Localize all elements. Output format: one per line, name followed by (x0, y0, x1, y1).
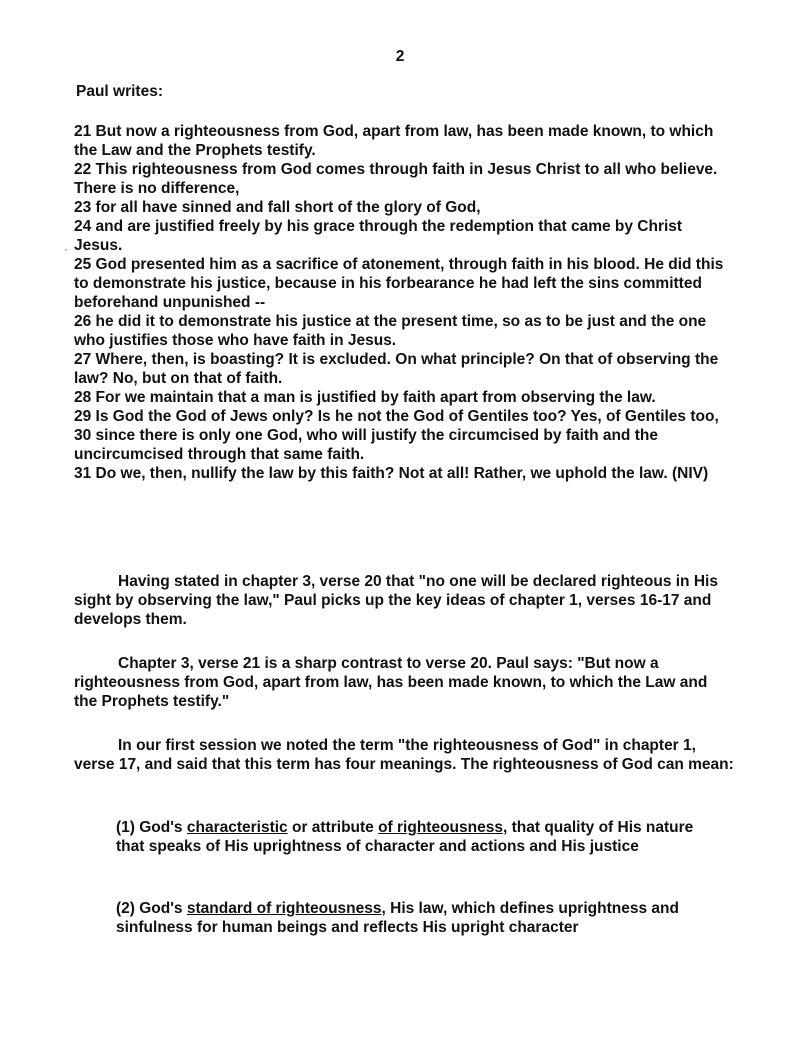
verse-31: 31 Do we, then, nullify the law by this faith? Not at all! Rather, we uphold the law. (NIV) (74, 465, 709, 482)
meaning-1-term-of-righteousness: of righteousness (378, 819, 503, 836)
page-number: 2 (395, 48, 405, 65)
verse-26: 26 he did it to demonstrate his justice at the present time, so as to be just and the one who justifies those who have faith in Jesus. (74, 313, 707, 349)
verse-24: 24 and are justified freely by his grace through the redemption that came by Christ Jesus. (74, 218, 683, 254)
paragraph-chapter-3-verse-20: Having stated in chapter 3, verse 20 that "no one will be declared righteous in His sight by observing the law," Paul picks up the key ideas of chapter 1, verses 16-17 and develops them. (74, 573, 718, 628)
scan-speck: · (64, 242, 68, 256)
paragraph-four-meanings: In our first session we noted the term "the righteousness of God" in chapter 1, verse 17, and said that this term has four meanings. The righteousness of God can mean: (74, 737, 734, 773)
scripture-passage (74, 122, 734, 483)
meaning-1-term-characteristic: characteristic (186, 819, 288, 836)
verse-29: 29 Is God the God of Jews only? Is he not the God of Gentiles too? Yes, of Gentiles too, (74, 408, 719, 425)
meaning-2 (116, 899, 716, 937)
verse-28: 28 For we maintain that a man is justified by faith apart from observing the law. (74, 389, 656, 406)
verse-27: 27 Where, then, is boasting? It is excluded. On what principle? On that of observing the law? No, but on that of faith. (74, 351, 719, 387)
meaning-1-prefix: (1) God's (116, 819, 187, 836)
intro-line: Paul writes: (76, 83, 163, 100)
verse-30: 30 since there is only one God, who will justify the circumcised by faith and the uncircumcised through that same faith. (74, 427, 658, 463)
meaning-2-term-standard: standard of righteousness (186, 900, 382, 917)
paragraph-chapter-3-verse-21: Chapter 3, verse 21 is a sharp contrast to verse 20. Paul says: "But now a righteousness from God, apart from law, has been made known, to which the Law and the Prophets testify." (74, 655, 708, 710)
meaning-2-prefix: (2) God's (116, 900, 187, 917)
verse-21: 21 But now a righteousness from God, apart from law, has been made known, to which the Law and the Prophets testify. (74, 123, 714, 159)
meaning-1-middle: or attribute (287, 819, 379, 836)
meaning-1 (116, 818, 716, 856)
verse-22: 22 This righteousness from God comes through faith in Jesus Christ to all who believe. There is no difference, (74, 161, 718, 197)
meaning-2-text: , His law, which defines uprightness and sinfulness for human beings and reflects His upright character (116, 900, 679, 936)
verse-23: 23 for all have sinned and fall short of the glory of God, (74, 199, 481, 216)
meaning-1-text: , that quality of His nature that speaks of His uprightness of character and actions and His justice (116, 819, 694, 855)
verse-25: 25 God presented him as a sacrifice of atonement, through faith in his blood. He did this to demonstrate his justice, because in his forbearance he had left the sins committed beforehand unpunished -- (74, 256, 724, 311)
